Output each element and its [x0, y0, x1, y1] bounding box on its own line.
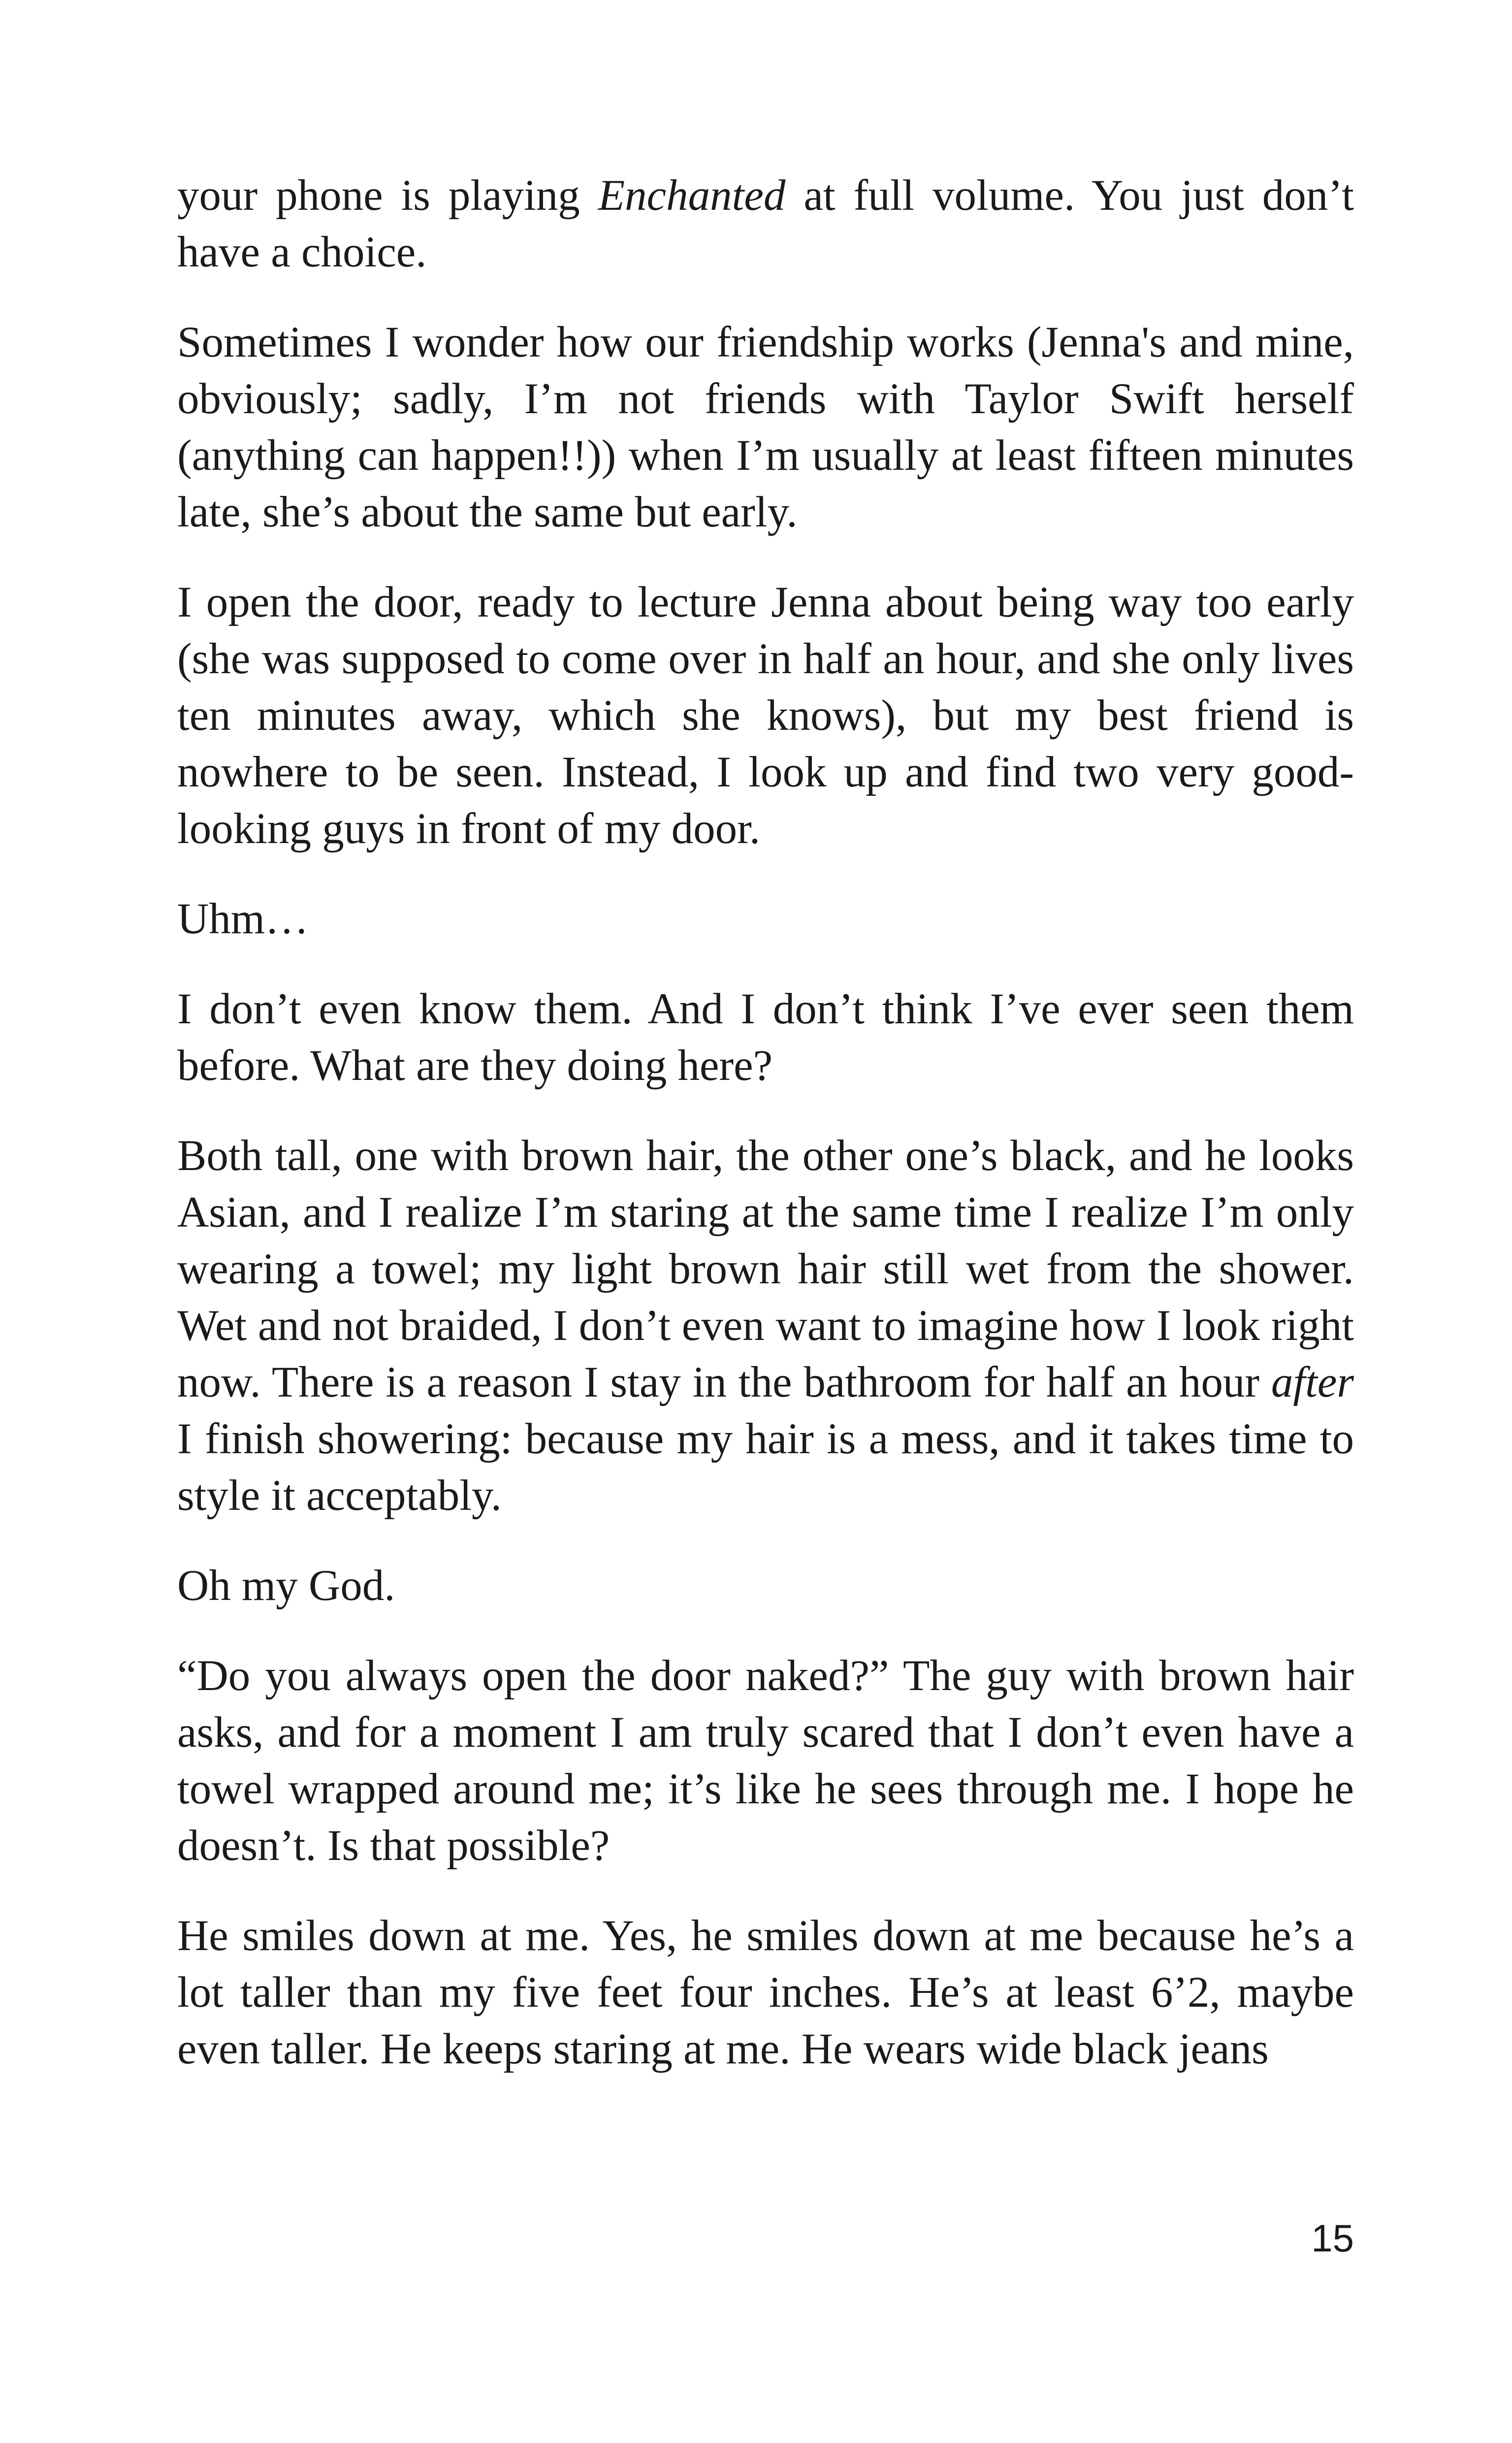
paragraph-text: your phone is playing [177, 171, 598, 220]
paragraph [177, 1128, 1354, 1524]
body-text [177, 167, 1354, 2078]
page-number: 15 [1311, 2216, 1354, 2260]
paragraph [177, 574, 1354, 857]
paragraph [177, 1908, 1354, 2078]
paragraph-text: He smiles down at me. Yes, he smiles down at me because he’s a lot taller than my five feet four inches. He’s at least 6’2, maybe even taller. He keeps staring at me. He wears wide black jeans [177, 1912, 1354, 2073]
paragraph-text: “Do you always open the door naked?” The guy with brown hair asks, and for a moment I am truly scared that I don’t even have a towel wrapped around me; it’s like he sees through me. I hope he doesn’t. Is that possible? [177, 1652, 1354, 1870]
paragraph [177, 891, 1354, 947]
paragraph-text: I open the door, ready to lecture Jenna about being way too early (she was supposed to come over in half an hour, and she only lives ten minutes away, which she knows), but my best friend is nowhere to be seen. Instead, I look up and find two very good-looking guys in front of my door. [177, 578, 1354, 853]
paragraph-text: Sometimes I wonder how our friendship works (Jenna's and mine, obviously; sadly, I’m not friends with Taylor Swift herself (anything can happen!!)) when I’m usually at least fifteen minutes late, she’s about the same but early. [177, 318, 1354, 536]
paragraph [177, 1558, 1354, 1614]
paragraph-text: I don’t even know them. And I don’t think I’ve ever seen them before. What are they doing here? [177, 985, 1354, 1090]
paragraph-text: I finish showering: because my hair is a mess, and it takes time to style it acceptably. [177, 1415, 1354, 1520]
paragraph-text: Oh my God. [177, 1562, 395, 1610]
paragraph-text: at full volume. You just don’t have a choice. [177, 171, 1354, 276]
paragraph-text: Uhm… [177, 895, 309, 943]
paragraph [177, 1648, 1354, 1874]
italic-text: after [1271, 1358, 1354, 1406]
paragraph [177, 981, 1354, 1094]
paragraph [177, 314, 1354, 541]
italic-text: Enchanted [598, 171, 786, 220]
paragraph-text: Both tall, one with brown hair, the other one’s black, and he looks Asian, and I realize I’m staring at the same time I realize I’m only wearing a towel; my light brown hair still wet from the shower. Wet and not braided, I don’t even want to imagine how I look right now. There is a reason I stay in the bathroom for half an hour [177, 1132, 1354, 1406]
paragraph [177, 167, 1354, 281]
